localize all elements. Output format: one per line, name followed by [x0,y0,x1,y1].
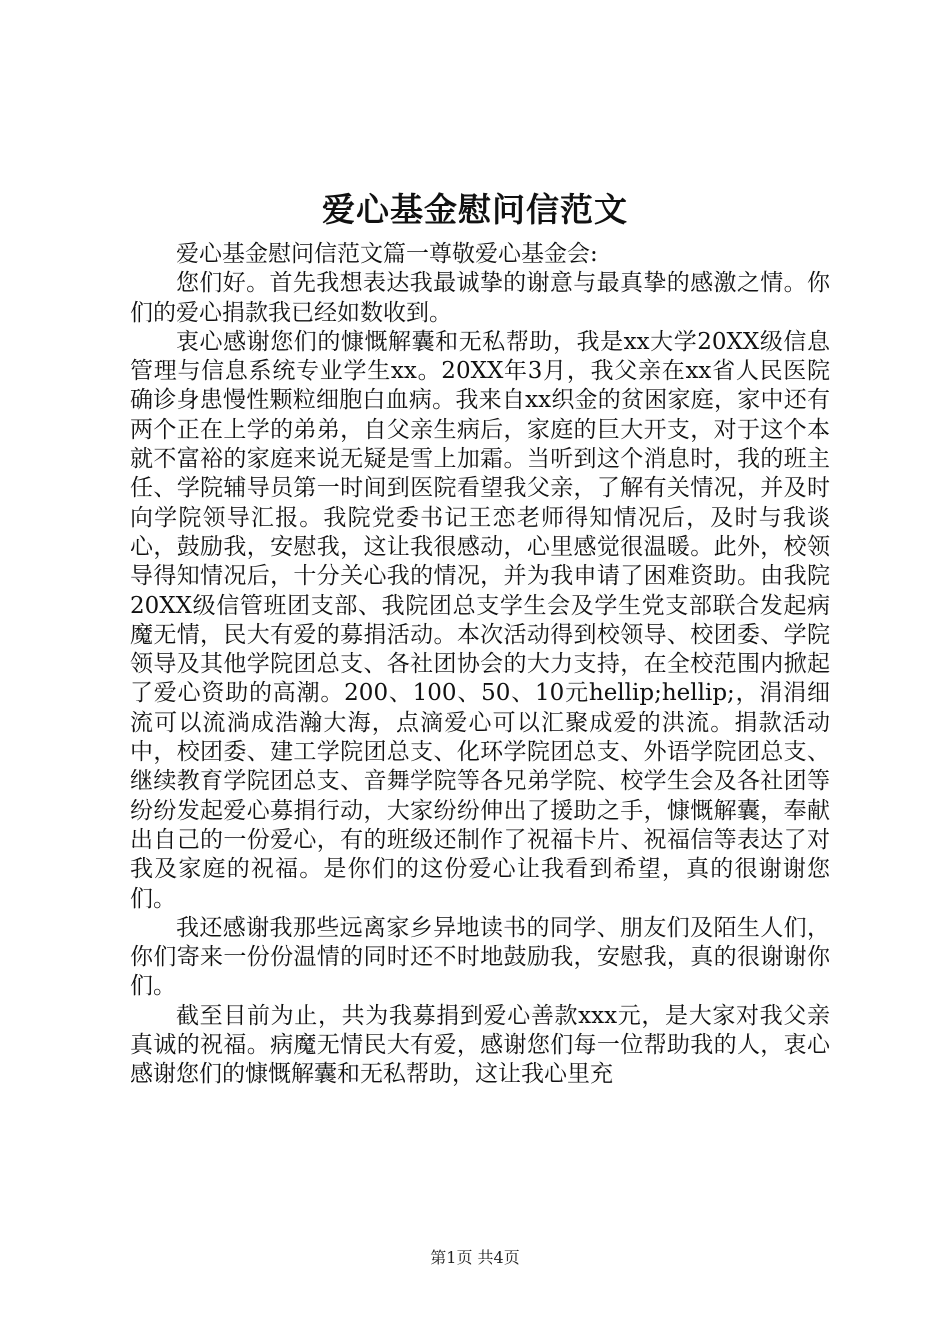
paragraph-main: 衷心感谢您们的慷慨解囊和无私帮助，我是xx大学20XX级信息管理与信息系统专业学生xx。20XX年3月，我父亲在xx省人民医院确诊身患慢性颗粒细胞白血病。我来自xx织金的贫困家庭，家中还有两个正在上学的弟弟，自父亲生病后，家庭的巨大开支，对于这个本就不富裕的家庭来说无疑是雪上加霜。当听到这个消息时，我的班主任、学院辅导员第一时间到医院看望我父亲，了解有关情况，并及时向学院领导汇报。我院党委书记王恋老师得知情况后，及时与我谈心，鼓励我，安慰我，这让我很感动，心里感觉很温暖。此外，校领导得知情况后，十分关心我的情况，并为我申请了困难资助。由我院20XX级信管班团支部、我院团总支学生会及学生党支部联合发起病魔无情，民大有爱的募捐活动。本次活动得到校领导、校团委、学院领导及其他学院团总支、各社团协会的大力支持，在全校范围内掀起了爱心资助的高潮。200、100、50、10元hellip;hellip;，涓涓细流可以流淌成浩瀚大海，点滴爱心可以汇聚成爱的洪流。捐款活动中，校团委、建工学院团总支、化环学院团总支、外语学院团总支、继续教育学院团总支、音舞学院等各兄弟学院、校学生会及各社团等纷纷发起爱心募捐行动，大家纷纷伸出了援助之手，慷慨解囊，奉献出自己的一份爱心，有的班级还制作了祝福卡片、祝福信等表达了对我及家庭的祝福。是你们的这份爱心让我看到希望，真的很谢谢您们。 [130,328,830,912]
paragraph-donation-total: 截至目前为止，共为我募捐到爱心善款xxx元，是大家对我父亲真诚的祝福。病魔无情民大有爱，感谢您们每一位帮助我的人，衷心感谢您们的慷慨解囊和无私帮助，这让我心里充 [130,1002,830,1088]
paragraph-thanks-friends: 我还感谢我那些远离家乡异地读书的同学、朋友们及陌生人们，你们寄来一份份温情的同时还不时地鼓励我，安慰我，真的很谢谢你们。 [130,914,830,1000]
paragraph-greeting: 您们好。首先我想表达我最诚挚的谢意与最真挚的感激之情。你们的爱心捐款我已经如数收到。 [130,270,830,326]
paragraph-salutation: 爱心基金慰问信范文篇一尊敬爱心基金会: [176,241,598,267]
document-title: 爱心基金慰问信范文 [322,190,628,229]
page-footer: 第1页 共4页 [430,1248,520,1267]
document-body [130,240,830,1090]
